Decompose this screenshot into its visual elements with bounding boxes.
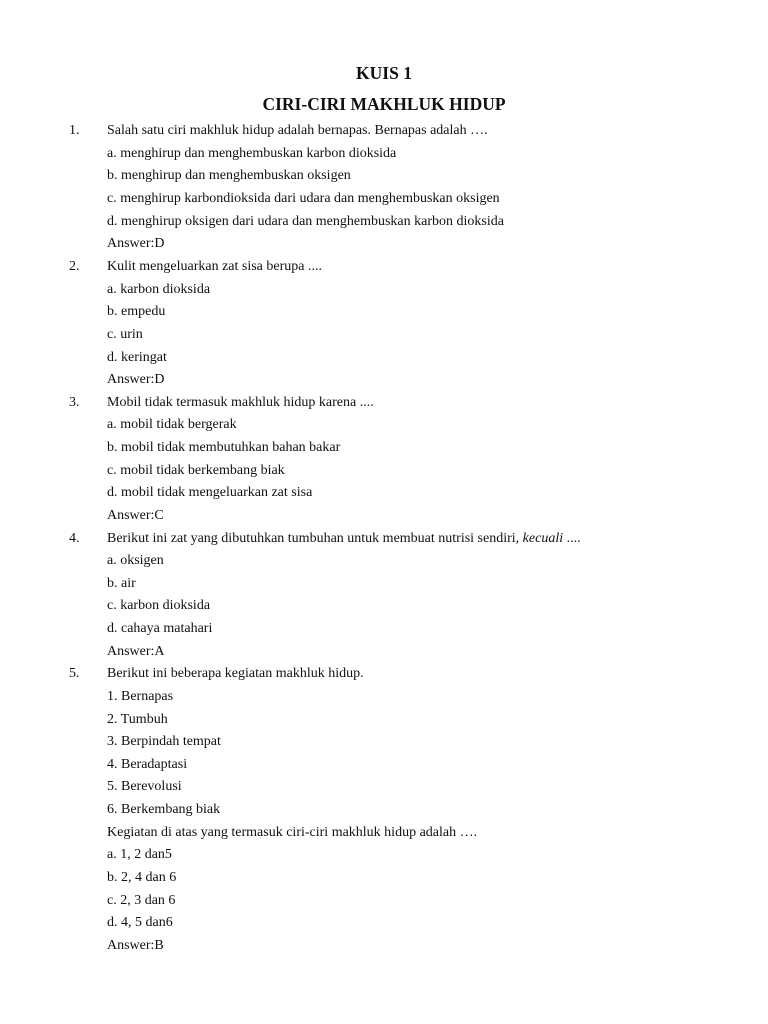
answer-option: d. 4, 5 dan6 [107,915,173,930]
answer-option: b. air [107,576,136,591]
question-stem: Kulit mengeluarkan zat sisa berupa .... [107,259,322,274]
list-item: 1. Bernapas [107,689,174,704]
question-stem-suffix: .... [563,531,581,546]
answer-option: c. urin [107,327,143,342]
list-item: 5. Berevolusi [107,779,182,794]
answer-option: c. 2, 3 dan 6 [107,893,176,908]
answer-option: a. menghirup dan menghembuskan karbon dioksida [107,146,397,161]
answer-option: c. menghirup karbondioksida dari udara dan menghembuskan oksigen [107,191,500,206]
answer-option: b. empedu [107,304,166,319]
question-number: 5. [69,666,80,681]
question-number: 3. [69,395,80,410]
answer-key: Answer:D [107,236,165,251]
question-stem: Salah satu ciri makhluk hidup adalah bernapas. Bernapas adalah …. [107,123,488,138]
answer-option: d. cahaya matahari [107,621,213,636]
question-number: 2. [69,259,80,274]
list-item: 2. Tumbuh [107,712,168,727]
answer-option: c. mobil tidak berkembang biak [107,463,285,478]
question-prompt: Kegiatan di atas yang termasuk ciri-ciri makhluk hidup adalah …. [107,825,478,840]
page-title: KUIS 1 [356,63,412,83]
question-stem-prefix: Berikut ini zat yang dibutuhkan tumbuhan untuk membuat nutrisi sendiri, [107,531,523,546]
answer-option: b. 2, 4 dan 6 [107,870,177,885]
question-stem-emphasis: kecuali [522,531,564,546]
answer-key: Answer:D [107,372,165,387]
answer-option: b. mobil tidak membutuhkan bahan bakar [107,440,341,455]
answer-option: d. keringat [107,350,167,365]
list-item: 3. Berpindah tempat [107,734,221,749]
answer-option: d. mobil tidak mengeluarkan zat sisa [107,485,313,500]
answer-option: b. menghirup dan menghembuskan oksigen [107,168,351,183]
answer-key: Answer:B [107,938,164,953]
question-stem [107,530,581,548]
question-stem: Berikut ini beberapa kegiatan makhluk hidup. [107,666,364,681]
answer-key: Answer:A [107,644,165,659]
answer-option: a. 1, 2 dan5 [107,847,172,862]
answer-option: a. oksigen [107,553,164,568]
answer-option: d. menghirup oksigen dari udara dan menghembuskan karbon dioksida [107,214,504,229]
answer-option: a. mobil tidak bergerak [107,417,237,432]
answer-option: a. karbon dioksida [107,282,211,297]
question-number: 4. [69,531,80,546]
answer-option: c. karbon dioksida [107,598,211,613]
question-stem: Mobil tidak termasuk makhluk hidup karena .... [107,395,374,410]
page-subtitle: CIRI-CIRI MAKHLUK HIDUP [262,94,506,114]
list-item: 6. Berkembang biak [107,802,221,817]
answer-key: Answer:C [107,508,164,523]
list-item: 4. Beradaptasi [107,757,188,772]
question-number: 1. [69,123,80,138]
